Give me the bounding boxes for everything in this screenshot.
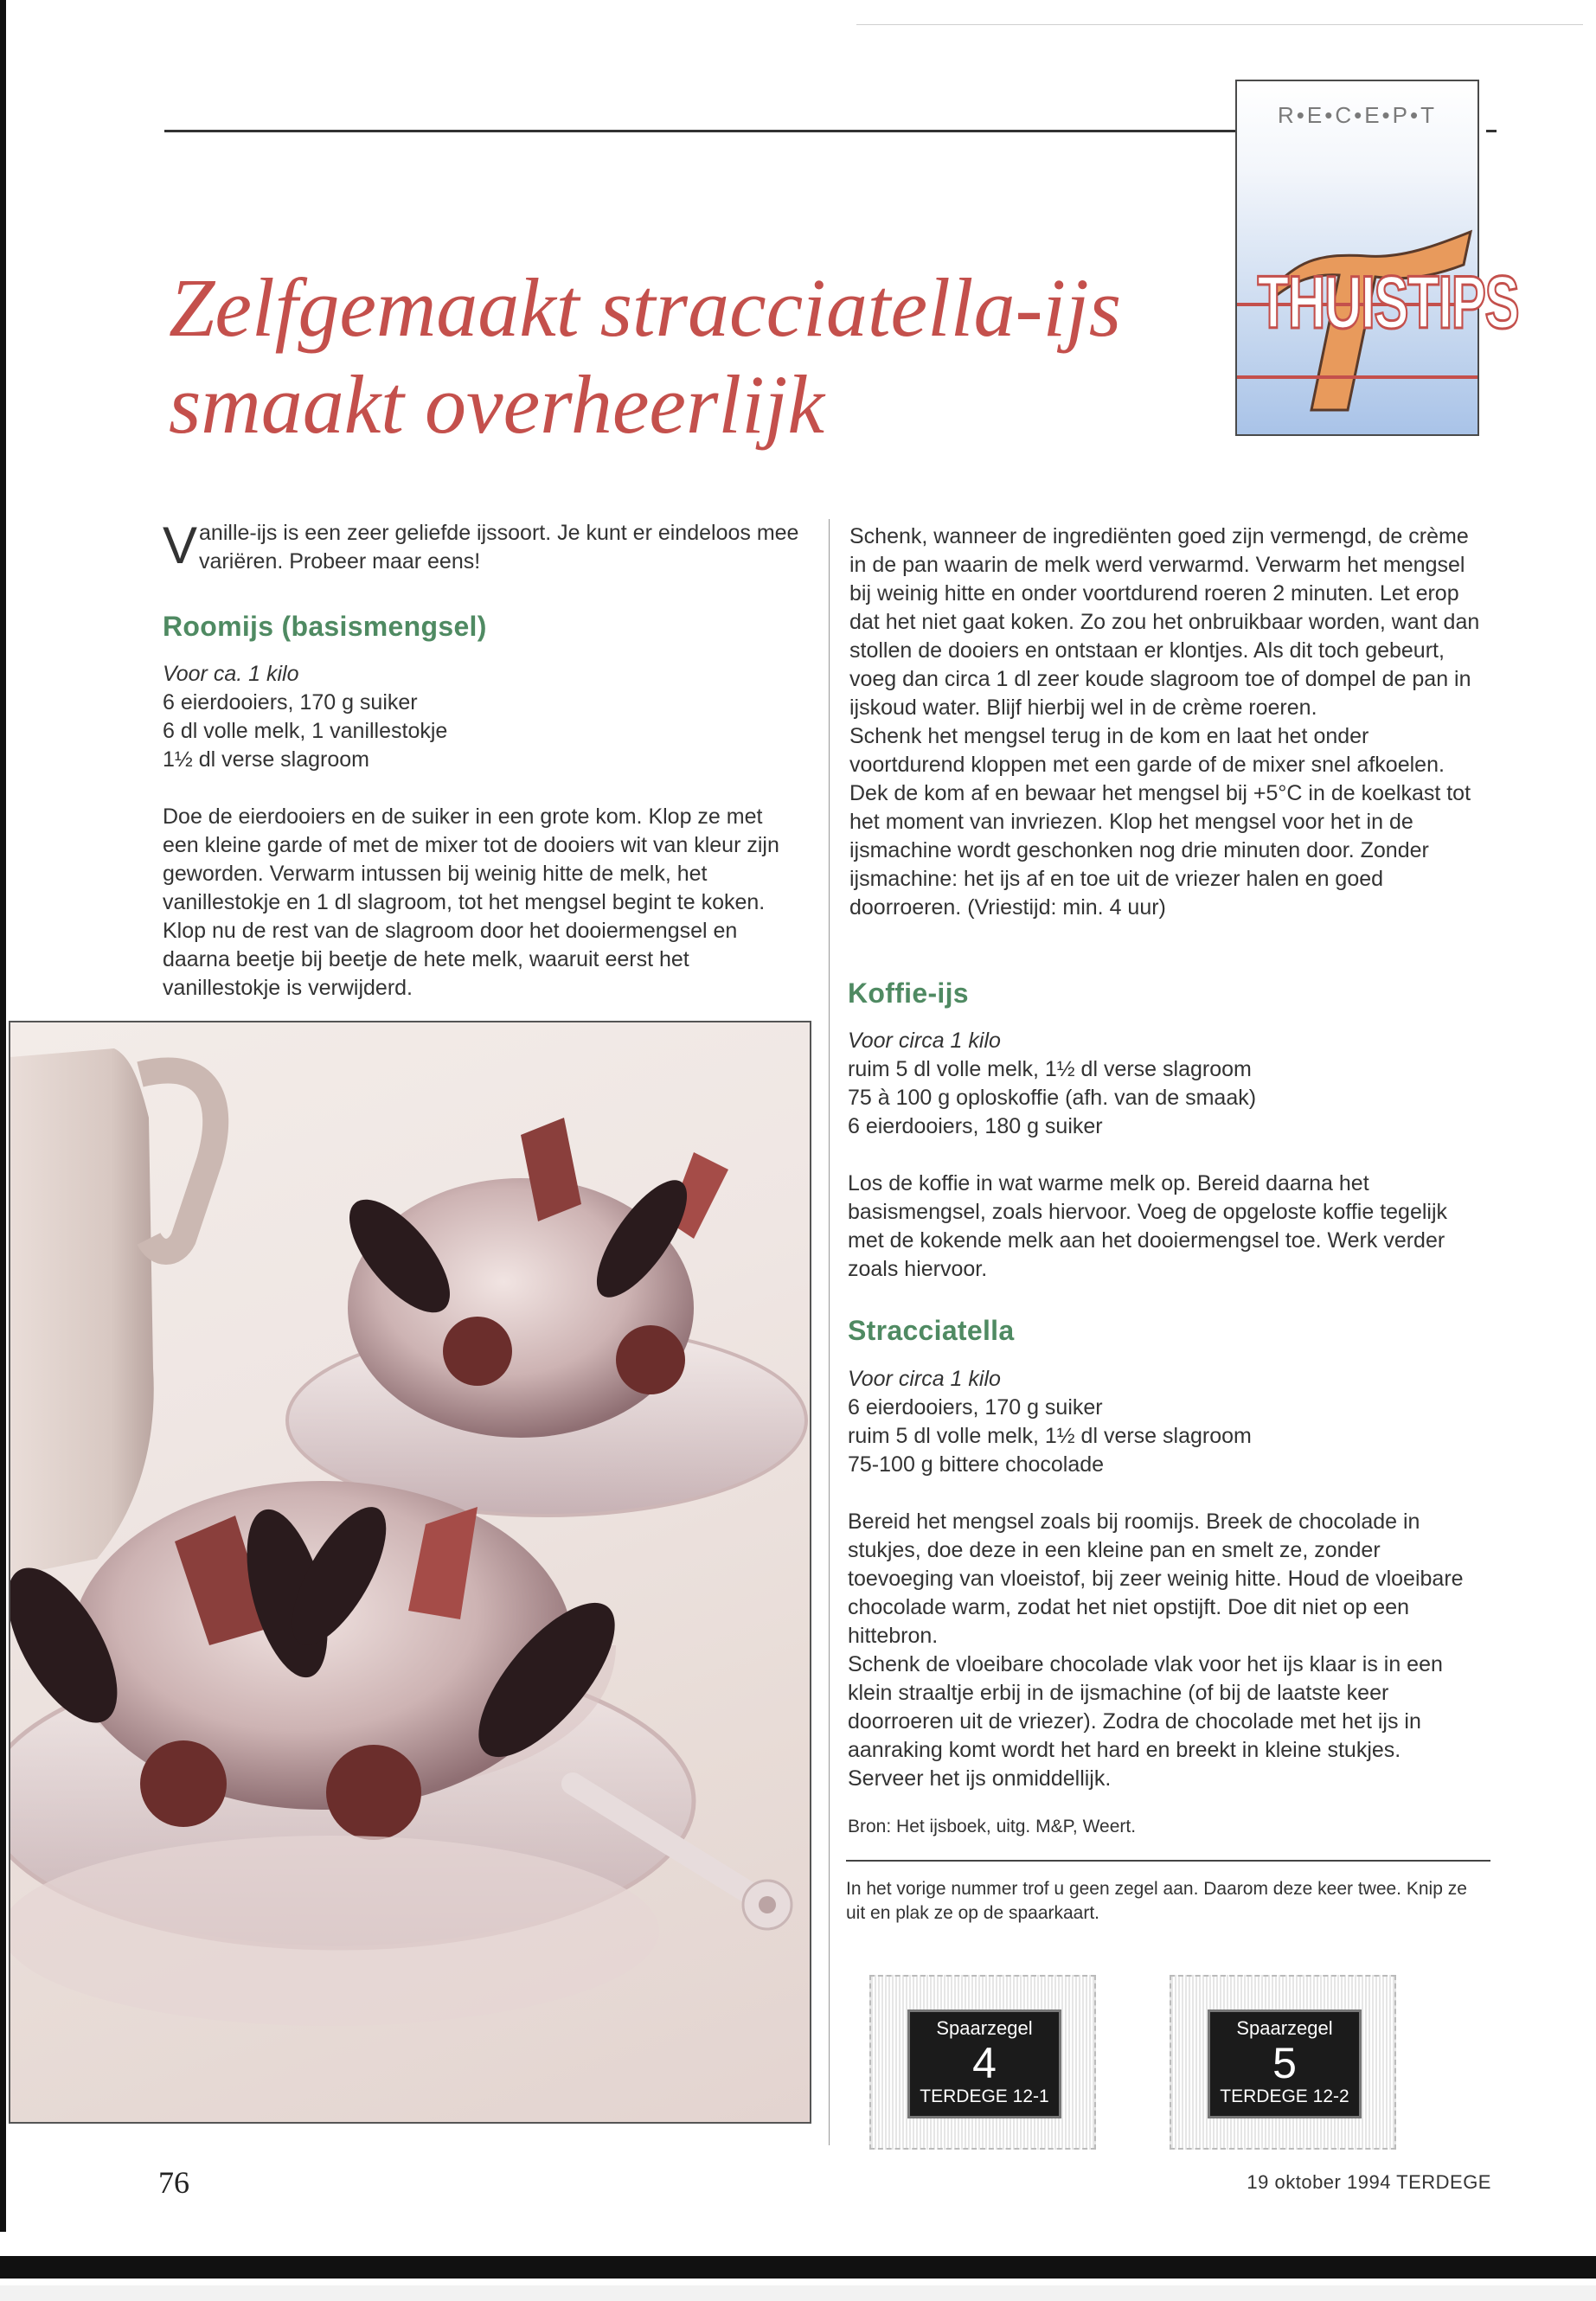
stamp-note: In het vorige nummer trof u geen zegel aan. Daarom deze keer twee. Knip ze uit en plak ze op de spaarkaart. — [846, 1879, 1467, 1923]
intro-paragraph — [163, 516, 803, 576]
savings-stamp-4[interactable] — [869, 1975, 1096, 2150]
header-rule — [164, 130, 1237, 132]
intro-dropcap: V — [163, 516, 198, 574]
continuation-paragraph: Schenk het mengsel terug in de kom en laat het onder voortdurend kloppen met een garde of de mixer snel afkoelen. Dek de kom af en bewaar het mengsel bij +5°C in de koelkast tot het moment van invriezen. Klop het mengsel voor het in de ijsmachine wordt geschonken nog drie minuten door. Zonder ijsmachine: het ijs af en toe uit de vriezer halen en goed doorroeren. (Vriestijd: min. 4 uur) — [849, 724, 1471, 920]
koffie-ingredient: ruim 5 dl volle melk, 1½ dl verse slagroom — [848, 1057, 1252, 1081]
stamp-label: Spaarzegel — [936, 2017, 1033, 2039]
issue-info: 19 oktober 1994 TERDEGE — [1247, 2171, 1491, 2193]
source-credit: Bron: Het ijsboek, uitg. M&P, Weert. — [848, 1817, 1137, 1836]
ice-cream-illustration — [10, 1022, 811, 2124]
stamp-number: 4 — [972, 2039, 997, 2087]
roomijs-yield: Voor ca. 1 kilo — [163, 662, 299, 686]
article-title — [169, 260, 1207, 453]
stracciatella-method — [848, 1508, 1475, 1793]
ice-cream-photo — [9, 1021, 811, 2124]
stamp-code: TERDEGE 12-1 — [920, 2086, 1049, 2106]
page-edge — [0, 0, 6, 2232]
logo-recept-label: R•E•C•E•P•T — [1278, 102, 1437, 128]
stracciatella-ingredients — [848, 1365, 1479, 1479]
thuistips-logo — [1235, 80, 1519, 436]
roomijs-ingredient: 6 eierdooiers, 170 g suiker — [163, 690, 418, 715]
koffie-ingredients — [848, 1027, 1479, 1141]
title-line-1: Zelfgemaakt stracciatella-ijs — [169, 261, 1122, 354]
koffie-method: Los de koffie in wat warme melk op. Bereid daarna het basismengsel, zoals hiervoor. Voeg de opgeloste koffie tegelijk met de kokende melk aan het dooiermengsel toe. Werk verder zoals hiervoor. — [848, 1171, 1448, 1281]
heading-koffie-ijs: Koffie-ijs — [848, 977, 969, 1009]
stracciatella-method-paragraph: Bereid het mengsel zoals bij roomijs. Breek de chocolade in stukjes, doe deze in een kleine pan en smelt ze, zonder toevoeging van vloeistof, bij zeer weinig hitte. Houd de vloeibare chocolade warm, zodat het niet opstijft. Doe dit niet op een hittebron. — [848, 1509, 1464, 1648]
column-divider — [829, 519, 830, 2145]
stracciatella-method-paragraph: Schenk de vloeibare chocolade vlak voor het ijs klaar is in een klein straaltje erbij in de ijsmachine (of bij de laatste keer doorroeren uit de vriezer). Zodra de chocolade met het ijs in aanraking komt wordt het hard en breekt in kleine stukjes. Serveer het ijs onmiddellijk. — [848, 1652, 1443, 1791]
intro-text: anille-ijs is een zeer geliefde ijssoort. Je kunt er eindeloos mee variëren. Probeer maar eens! — [199, 521, 799, 574]
stamp-number: 5 — [1272, 2039, 1297, 2087]
koffie-yield: Voor circa 1 kilo — [848, 1029, 1001, 1053]
stamp-inner — [1208, 2009, 1362, 2118]
logo-thuistips-text: THUISTIPS — [1257, 261, 1519, 344]
title-line-2: smaakt overheerlijk — [169, 358, 825, 451]
heading-roomijs: Roomijs (basismengsel) — [163, 611, 487, 642]
roomijs-method: Doe de eierdooiers en de suiker in een grote kom. Klop ze met een kleine garde of met de mixer tot de dooiers wit van kleur zijn geworden. Verwarm intussen bij weinig hitte de melk, het vanillestokje en 1 dl slagroom, tot het mengsel begint te koken. Klop nu de rest van de slagroom door het dooiermengsel en daarna beetje bij beetje de hete melk, waaruit eerst het vanillestokje is verwijderd. — [163, 804, 779, 1000]
stracciatella-ingredient: 75-100 g bittere chocolade — [848, 1452, 1105, 1477]
savings-stamp-5[interactable] — [1170, 1975, 1396, 2150]
page-number: 76 — [158, 2165, 189, 2200]
header-rule-end — [1486, 130, 1497, 132]
heading-stracciatella: Stracciatella — [848, 1315, 1015, 1346]
bottom-margin — [0, 2285, 1596, 2301]
roomijs-ingredient: 1½ dl verse slagroom — [163, 747, 370, 772]
stamp-code: TERDEGE 12-2 — [1220, 2086, 1349, 2106]
koffie-ingredient: 75 à 100 g oploskoffie (afh. van de smaak) — [848, 1086, 1257, 1110]
stamp-label: Spaarzegel — [1236, 2017, 1333, 2039]
stracciatella-ingredient: 6 eierdooiers, 170 g suiker — [848, 1395, 1103, 1420]
stracciatella-ingredient: ruim 5 dl volle melk, 1½ dl verse slagroom — [848, 1424, 1252, 1448]
stamp-inner — [907, 2009, 1061, 2118]
roomijs-ingredient: 6 dl volle melk, 1 vanillestokje — [163, 719, 448, 743]
stamp-section-rule — [846, 1860, 1490, 1862]
roomijs-ingredients — [163, 660, 803, 774]
stracciatella-yield: Voor circa 1 kilo — [848, 1367, 1001, 1391]
continuation-text — [849, 522, 1481, 922]
top-faint-rule — [856, 24, 1583, 25]
continuation-paragraph: Schenk, wanneer de ingrediënten goed zijn vermengd, de crème in de pan waarin de melk werd verwarmd. Verwarm het mengsel bij weinig hitte en onder voortdurend roeren 2 minuten. Let erop dat het niet gaat koken. Zo zou het onbruikbaar worden, want dan stollen de dooiers en ontstaan er klontjes. Als dit toch gebeurt, voeg dan circa 1 dl zeer koude slagroom toe of dompel de pan in ijskoud water. Blijf hierbij wel in de crème roeren. — [849, 524, 1480, 720]
koffie-ingredient: 6 eierdooiers, 180 g suiker — [848, 1114, 1103, 1138]
bottom-bar — [0, 2256, 1596, 2279]
